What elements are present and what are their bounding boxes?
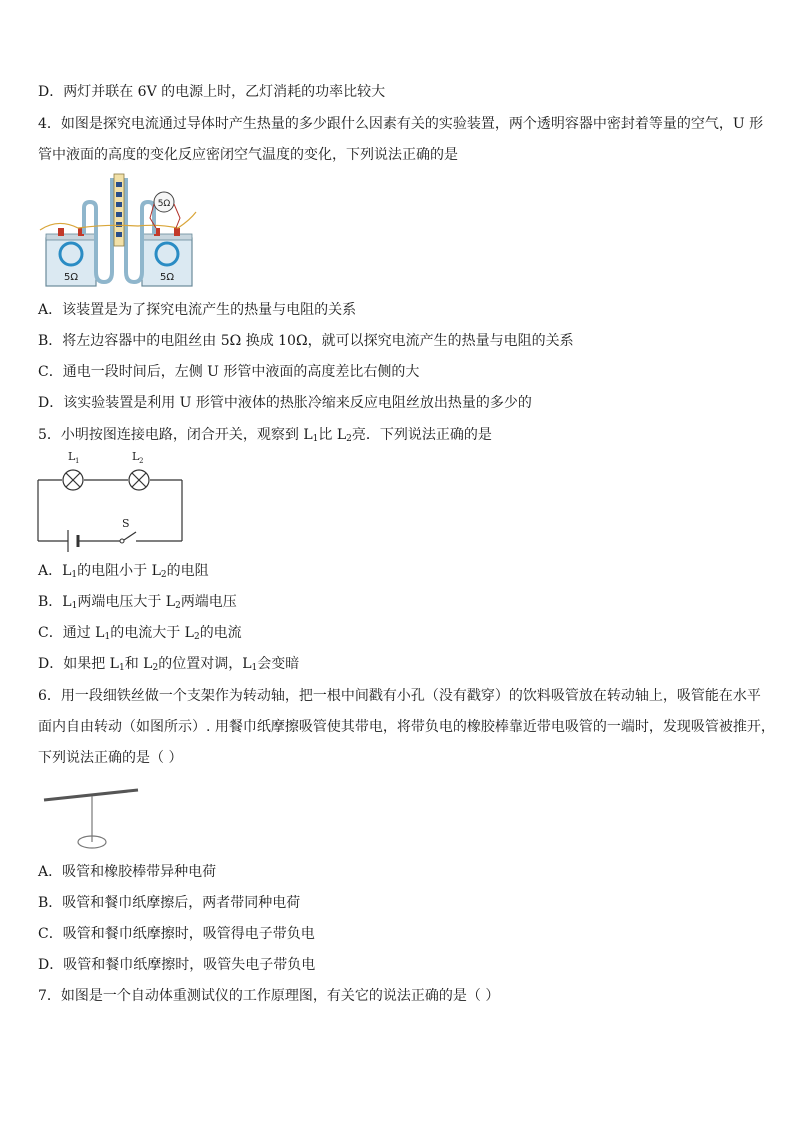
q4-stem-line1: 4．如图是探究电流通过导体时产生热量的多少跟什么因素有关的实验装置，两个透明容器中密封着等量的空气，U 形 [38,116,764,132]
q5-option-d: D．如果把 $L_1$和 $L_2$的位置对调，$L_1$会变暗 [38,656,300,673]
q6-option-d: D．吸管和餐巾纸摩擦时，吸管失电子带负电 [38,957,316,973]
lamp-l2 [129,470,149,490]
q7-stem: 7．如图是一个自动体重测试仪的工作原理图，有关它的说法正确的是（ ） [38,988,500,1004]
q4-option-b: B．将左边容器中的电阻丝由 5Ω 换成 10Ω，就可以探究电流产生的热量与电阻的关系 [38,333,574,349]
switch-label: S [122,517,130,530]
lamp-l2-label: L [132,450,140,463]
q4-right-resistor-label: 5Ω [159,272,175,283]
q3-option-d: D．两灯并联在 6V 的电源上时，乙灯消耗的功率比较大 [38,84,386,100]
lamp-l1-label: L [68,450,76,463]
q4-joule-heating-apparatus [38,168,198,290]
q5-stem: 5．小明按图连接电路，闭合开关，观察到 $L_1$比 $L_2$亮．下列说法正确的是 [38,427,492,444]
switch-s [120,532,136,543]
q6-stem-line3: 下列说法正确的是（ ） [38,750,183,766]
q6-option-a: A．吸管和橡胶棒带异种电荷 [38,864,217,880]
q4-option-a: A．该装置是为了探究电流产生的热量与电阻的关系 [38,302,357,318]
q6-option-b: B．吸管和餐巾纸摩擦后，两者带同种电荷 [38,895,301,911]
q4-stem-line2: 管中液面的高度的变化反应密闭空气温度的变化，下列说法正确的是 [38,147,458,163]
q6-stem-line2: 面内自由转动（如图所示）. 用餐巾纸摩擦吸管使其带电，将带负电的橡胶棒靠近带电吸管的一端时，发现吸管被推开， [38,719,775,735]
q5-option-c: C．通过 $L_1$的电流大于 $L_2$的电流 [38,625,242,642]
q5-option-b: B．$L_1$两端电压大于 $L_2$两端电压 [38,594,237,611]
lamp-l1-subscript: 1 [75,457,80,465]
q6-stem-line1: 6．用一段细铁丝做一个支架作为转动轴，把一根中间戳有小孔（没有戳穿）的饮料吸管放在转动轴上，吸管能在水平 [38,688,761,704]
q5-option-a: A．$L_1$的电阻小于 $L_2$的电阻 [38,563,209,580]
q4-option-c: C．通电一段时间后，左侧 U 形管中液面的高度差比右侧的大 [38,364,420,380]
q4-option-d: D．该实验装置是利用 U 形管中液体的热胀冷缩来反应电阻丝放出热量的多少的 [38,395,532,411]
q4-external-resistor-label: 5Ω [157,199,171,209]
lamp-l2-subscript: 2 [139,457,144,465]
battery [68,530,78,552]
q6-straw-on-pivot [40,786,145,852]
q6-option-c: C．吸管和餐巾纸摩擦时，吸管得电子带负电 [38,926,315,942]
q5-circuit-diagram [36,446,186,556]
q4-left-resistor-label: 5Ω [63,272,79,283]
lamp-l1 [63,470,83,490]
